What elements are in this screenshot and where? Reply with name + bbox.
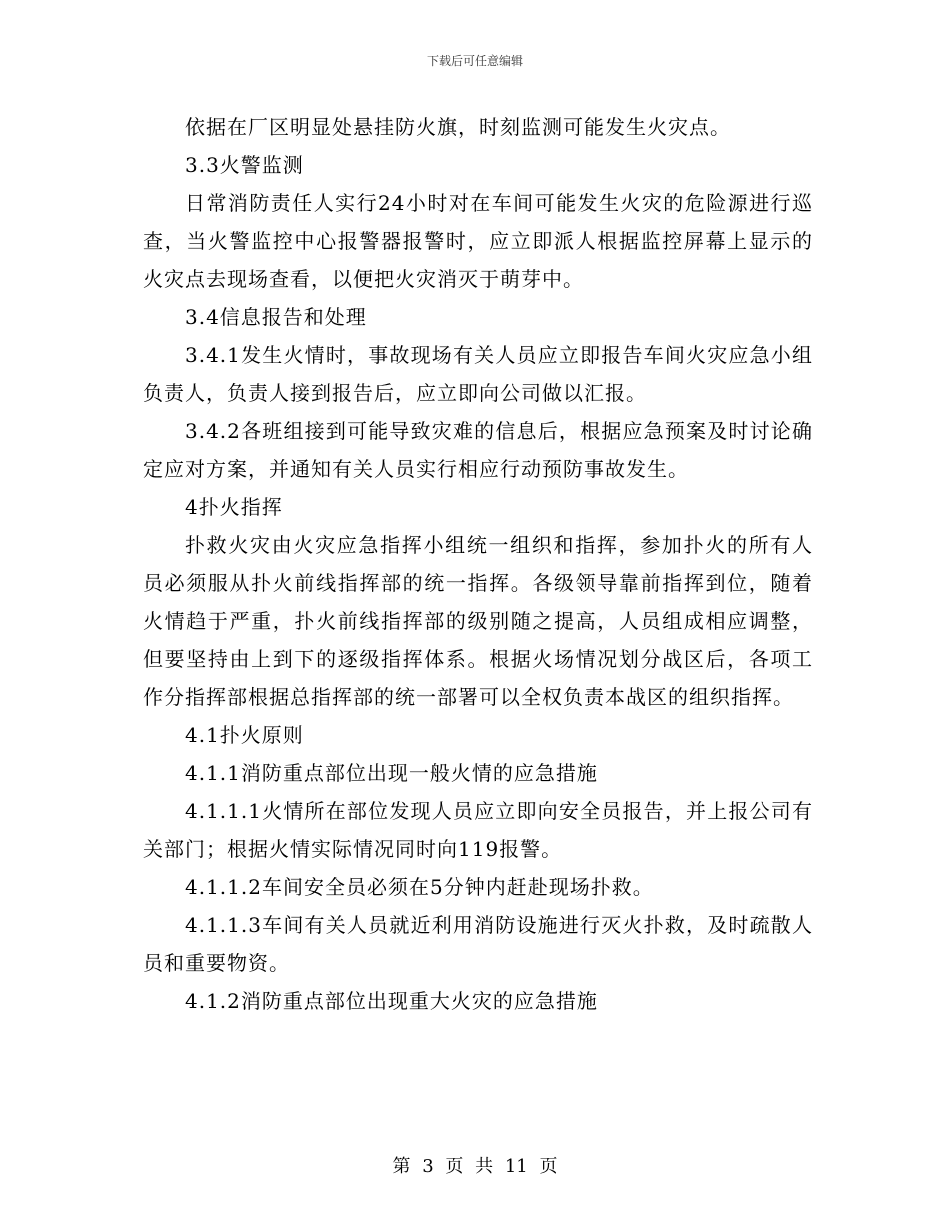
- paragraph: 依据在厂区明显处悬挂防火旗，时刻监测可能发生火灾点。: [185, 115, 731, 139]
- document-body: [143, 108, 813, 1020]
- section-heading: 4扑火指挥: [185, 495, 283, 519]
- section-heading: 4.1扑火原则: [185, 723, 304, 747]
- section-heading: 4.1.1消防重点部位出现一般火情的应急措施: [185, 761, 598, 785]
- paragraph: 3.4.2各班组接到可能导致灾难的信息后，根据应急预案及时讨论确定应对方案，并通知有关人员实行相应行动预防事故发生。: [143, 419, 813, 481]
- paragraph: 4.1.1.1火情所在部位发现人员应立即向安全员报告，并上报公司有关部门；根据火情实际情况同时向119报警。: [143, 799, 813, 861]
- paragraph: 3.4.1发生火情时，事故现场有关人员应立即报告车间火灾应急小组负责人，负责人接到报告后，应立即向公司做以汇报。: [143, 343, 813, 405]
- paragraph: 扑救火灾由火灾应急指挥小组统一组织和指挥，参加扑火的所有人员必须服从扑火前线指挥部的统一指挥。各级领导靠前指挥到位，随着火情趋于严重，扑火前线指挥部的级别随之提高，人员组成相应调整，但要坚持由上到下的逐级指挥体系。根据火场情况划分战区后，各项工作分指挥部根据总指挥部的统一部署可以全权负责本战区的组织指挥。: [143, 533, 813, 709]
- page-number-footer: 第 3 页 共 11 页: [392, 1156, 558, 1177]
- paragraph: 4.1.1.3车间有关人员就近利用消防设施进行灭火扑救，及时疏散人员和重要物资。: [143, 913, 813, 975]
- section-heading: 3.4信息报告和处理: [185, 305, 367, 329]
- paragraph: 日常消防责任人实行24小时对在车间可能发生火灾的危险源进行巡查，当火警监控中心报警器报警时，应立即派人根据监控屏幕上显示的火灾点去现场查看，以便把火灾消灭于萌芽中。: [143, 191, 813, 291]
- section-heading: 3.3火警监测: [185, 153, 304, 177]
- section-heading: 4.1.2消防重点部位出现重大火灾的应急措施: [185, 989, 598, 1013]
- paragraph: 4.1.1.2车间安全员必须在5分钟内赶赴现场扑救。: [185, 875, 654, 899]
- page-header: 下载后可任意编辑: [426, 54, 523, 68]
